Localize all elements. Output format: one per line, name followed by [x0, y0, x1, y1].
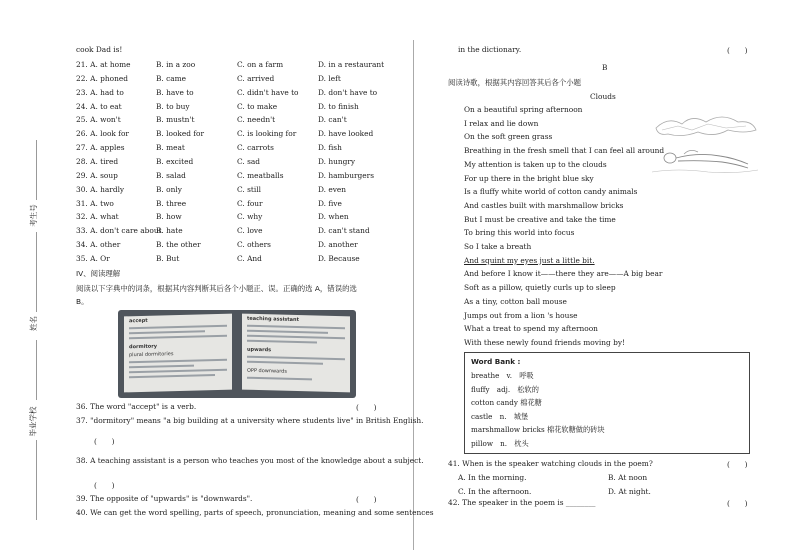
choice-option-32-c[interactable]: C. why [237, 212, 263, 222]
choice-option-28-b[interactable]: B. excited [156, 156, 194, 166]
choice-option-35-b[interactable]: B. But [156, 253, 180, 263]
choice-option-27-d[interactable]: D. fish [318, 143, 342, 153]
question-40: 40. We can get the word spelling, parts of speech, pronunciation, meaning and some sentences [76, 508, 434, 517]
question-37: 37. "dormitory" means "a big building at a university where students live" in British English. [76, 416, 424, 425]
section-b-instruction: 阅读诗歌，根据其内容回答其后各个小题 [448, 78, 582, 87]
poem-line: For up there in the bright blue sky [464, 173, 594, 183]
choice-option-25-a[interactable]: 25. A. won't [76, 115, 121, 125]
entry-upwards: upwards [247, 346, 272, 354]
poem-line: And castles built with marshmallow bricks [464, 200, 624, 210]
choice-option-30-c[interactable]: C. still [237, 184, 261, 194]
word-bank-entry: fluffy adj. 松软的 [471, 384, 539, 394]
choice-option-23-d[interactable]: D. don't have to [318, 87, 378, 97]
poem-line: To bring this world into focus [464, 228, 575, 238]
choice-option-35-c[interactable]: C. And [237, 253, 262, 263]
choice-option-22-c[interactable]: C. arrived [237, 73, 275, 83]
poem-line: So I take a breath [464, 242, 532, 251]
choice-option-29-a[interactable]: 29. A. soup [76, 170, 118, 180]
binding-line [36, 140, 37, 200]
answer-paren[interactable]: ( ) [94, 437, 115, 446]
choice-option-21-a[interactable]: 21. A. at home [76, 60, 131, 69]
choice-option-34-a[interactable]: 34. A. other [76, 240, 121, 250]
choice-option-26-a[interactable]: 26. A. look for [76, 129, 129, 139]
choice-option-33-c[interactable]: C. love [237, 226, 263, 236]
choice-option-24-a[interactable]: 24. A. to eat [76, 101, 122, 111]
dictionary-right-page [242, 314, 350, 393]
choice-option-22-a[interactable]: 22. A. phoned [76, 73, 128, 83]
binding-line [36, 440, 37, 520]
choice-option-27-a[interactable]: 27. A. apples [76, 143, 125, 153]
dictionary-left-page [124, 314, 232, 393]
section-b-label: B [602, 63, 608, 72]
choice-option-29-d[interactable]: D. hamburgers [318, 170, 374, 180]
exam-number-label: 考生号 [28, 204, 38, 227]
word-bank-box [464, 352, 750, 454]
answer-paren[interactable]: ( ) [727, 46, 748, 55]
question-42: 42. The speaker in the poem is ________ [448, 498, 596, 507]
choice-option-25-c[interactable]: C. needn't [237, 115, 276, 125]
answer-paren[interactable]: ( ) [727, 460, 748, 469]
choice-option-30-a[interactable]: 30. A. hardly [76, 184, 125, 194]
choice-option-33-a[interactable]: 33. A. don't care about [76, 226, 162, 236]
question-41: 41. When is the speaker watching clouds in the poem? [448, 459, 653, 468]
choice-option-29-c[interactable]: C. meatballs [237, 170, 284, 180]
entry-plural: plural dormitories [129, 351, 174, 359]
choice-option-33-d[interactable]: D. can't stand [318, 226, 370, 236]
choice-option-34-d[interactable]: D. another [318, 240, 358, 250]
passage-tail: cook Dad is! [76, 45, 123, 54]
word-bank-entry: breathe v. 呼吸 [471, 371, 534, 380]
choice-option-24-c[interactable]: C. to make [237, 101, 278, 111]
entry-dormitory: dormitory [129, 343, 157, 351]
lying-person-clouds-illustration [648, 108, 760, 178]
option-41-d[interactable]: D. At night. [608, 487, 651, 496]
binding-line [36, 232, 37, 312]
section-title: IV、阅读理解 [76, 269, 121, 278]
choice-option-35-d[interactable]: D. Because [318, 253, 360, 263]
word-bank-entry: cotton candy 棉花糖 [471, 398, 542, 407]
choice-option-28-d[interactable]: D. hungry [318, 156, 356, 166]
answer-paren[interactable]: ( ) [94, 481, 115, 490]
choice-option-31-a[interactable]: 31. A. two [76, 198, 114, 208]
choice-option-29-b[interactable]: B. salad [156, 170, 186, 180]
choice-option-21-b[interactable]: B. in a zoo [156, 60, 196, 69]
question-40-tail: in the dictionary. [458, 45, 522, 54]
choice-option-22-b[interactable]: B. came [156, 73, 187, 83]
choice-option-30-b[interactable]: B. only [156, 184, 182, 194]
poem-line: I relax and lie down [464, 118, 539, 128]
choice-option-27-c[interactable]: C. carrots [237, 143, 274, 153]
choice-option-34-c[interactable]: C. others [237, 240, 271, 250]
binding-strip [0, 0, 74, 560]
column-divider [413, 40, 414, 550]
choice-option-31-c[interactable]: C. four [237, 198, 263, 208]
poem-line: And squint my eyes just a little bit. [464, 255, 595, 265]
word-bank-entry: marshmallow bricks 棉花软糖做的砖块 [471, 425, 605, 434]
choice-option-21-c[interactable]: C. on a farm [237, 60, 284, 69]
choice-option-35-a[interactable]: 35. A. Or [76, 253, 110, 263]
choice-option-25-b[interactable]: B. mustn't [156, 115, 195, 125]
choice-option-34-b[interactable]: B. the other [156, 240, 201, 250]
poem-title: Clouds [590, 92, 616, 101]
choice-option-33-b[interactable]: B. hate [156, 226, 183, 236]
option-41-c[interactable]: C. In the afternoon. [458, 487, 532, 496]
question-36: 36. The word "accept" is a verb. [76, 402, 197, 411]
choice-option-21-d[interactable]: D. in a restaurant [318, 60, 385, 69]
word-bank-entry: castle n. 城堡 [471, 411, 529, 421]
choice-option-31-d[interactable]: D. five [318, 198, 342, 208]
option-41-b[interactable]: B. At noon [608, 473, 648, 482]
question-38: 38. A teaching assistant is a person who teaches you most of the knowledge about a subject. [76, 456, 424, 465]
poem-line: My attention is taken up to the clouds [464, 159, 607, 169]
answer-paren[interactable]: ( ) [727, 499, 748, 508]
choice-option-28-a[interactable]: 28. A. tired [76, 156, 119, 166]
word-bank-entry: pillow n. 枕头 [471, 438, 529, 448]
section-instruction-cont: B。 [76, 297, 89, 306]
poem-line: Is a fluffy white world of cotton candy animals [464, 187, 638, 197]
poem-line: What a treat to spend my afternoon [464, 324, 598, 334]
entry-opposite: OPP downwards [247, 367, 287, 375]
poem-line: Soft as a pillow, quietly curls up to sleep [464, 283, 616, 293]
choice-option-26-d[interactable]: D. have looked [318, 129, 374, 139]
choice-option-32-a[interactable]: 32. A. what [76, 212, 119, 222]
name-label: 姓名 [29, 316, 38, 331]
choice-option-28-c[interactable]: C. sad [237, 156, 261, 166]
choice-option-26-b[interactable]: B. looked for [156, 129, 205, 139]
poem-line: On a beautiful spring afternoon [464, 105, 583, 114]
choice-option-27-b[interactable]: B. meat [156, 143, 185, 153]
poem-line: On the soft green grass [464, 132, 553, 142]
choice-option-31-b[interactable]: B. three [156, 198, 187, 208]
poem-line: Jumps out from a lion 's house [464, 310, 578, 320]
choice-option-22-d[interactable]: D. left [318, 73, 341, 83]
poem-line: With these newly found friends moving by! [464, 337, 626, 347]
option-41-a[interactable]: A. In the morning. [458, 473, 527, 482]
answer-paren[interactable]: ( ) [356, 403, 377, 412]
choice-option-25-d[interactable]: D. can't [318, 115, 347, 125]
choice-option-30-d[interactable]: D. even [318, 184, 347, 194]
section-instruction: 阅读以下字典中的词条，根据其内容判断其后各个小题正、误。正确的选 A，错误的选 [76, 284, 357, 293]
choice-option-24-d[interactable]: D. to finish [318, 101, 359, 111]
poem-line: As a tiny, cotton ball mouse [464, 296, 567, 306]
binding-line [36, 340, 37, 400]
word-bank-title: Word Bank : [471, 357, 521, 366]
choice-option-32-d[interactable]: D. when [318, 212, 349, 222]
poem-line: But I must be creative and take the time [464, 214, 616, 224]
choice-option-26-c[interactable]: C. is looking for [237, 129, 297, 139]
poem-line: And before I know it——there they are——A big bear [464, 269, 663, 279]
choice-option-23-c[interactable]: C. didn't have to [237, 87, 299, 97]
dictionary-image [118, 310, 356, 398]
choice-option-23-a[interactable]: 23. A. had to [76, 87, 124, 97]
entry-accept: accept [129, 317, 148, 325]
choice-option-24-b[interactable]: B. to buy [156, 101, 190, 111]
school-label: 毕业学校 [28, 406, 38, 437]
question-39: 39. The opposite of "upwards" is "downwards". [76, 494, 253, 503]
entry-teaching-assistant: teaching assistant [247, 315, 300, 324]
choice-option-23-b[interactable]: B. have to [156, 87, 194, 97]
poem-line: Breathing in the fresh smell that I can feel all around [464, 146, 665, 156]
answer-paren[interactable]: ( ) [356, 495, 377, 504]
choice-option-32-b[interactable]: B. how [156, 212, 182, 222]
